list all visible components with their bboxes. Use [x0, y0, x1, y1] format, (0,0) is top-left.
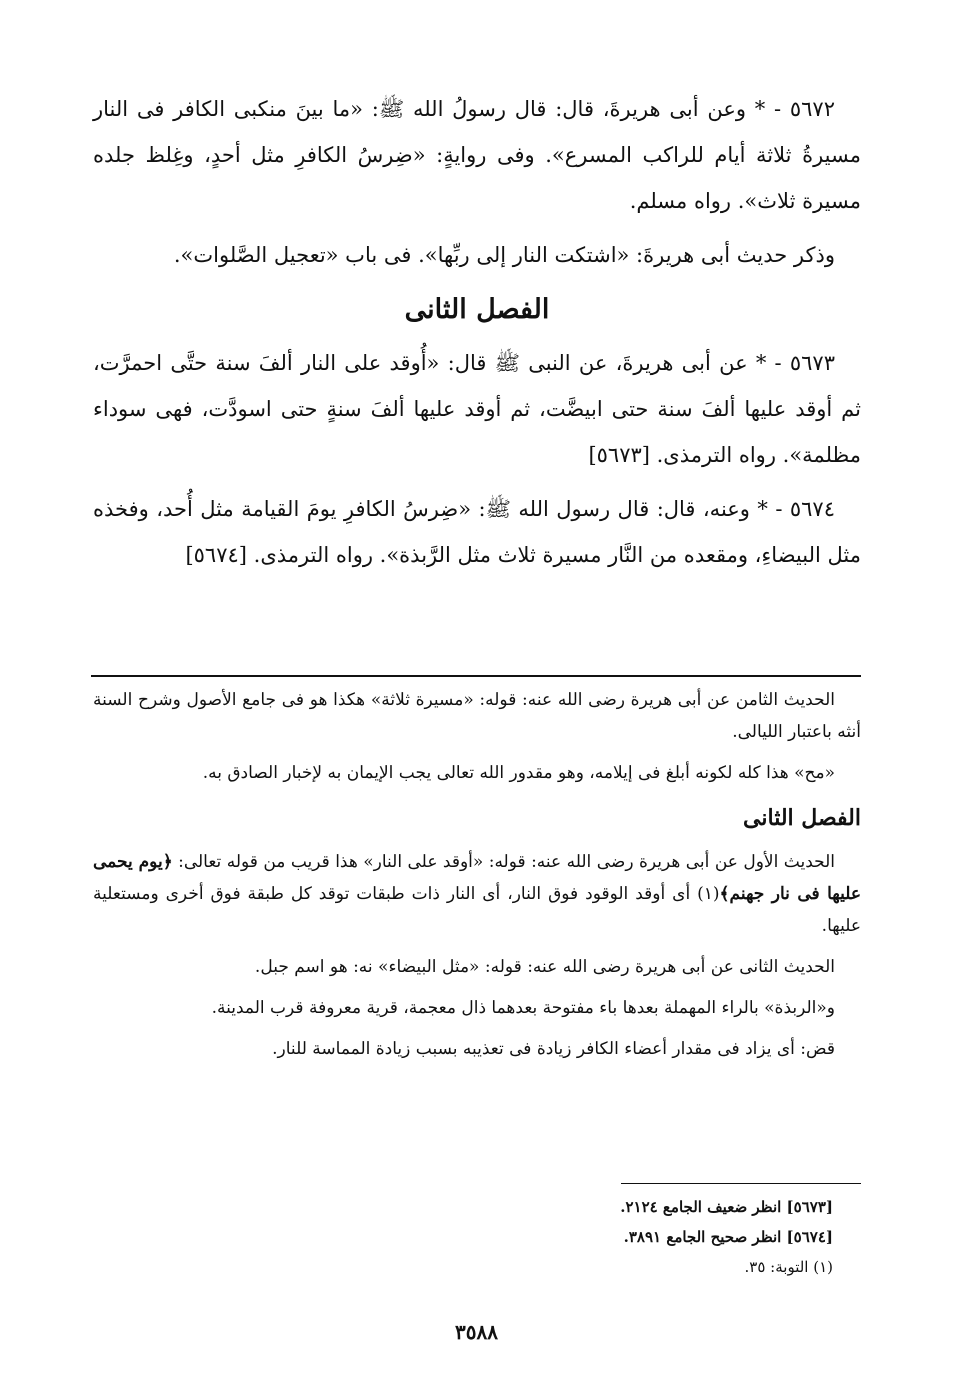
footnote-5674: [٥٦٧٤] انظر صحيح الجامع ٣٨٩١.: [623, 1228, 833, 1246]
hadith-5674: ٥٦٧٤ - * وعنه، قال: قال رسول الله ﷺ: «ضِرسُ الكافرِ يومَ القيامة مثل أُحد، وفخذه مثل البيضاءِ، ومقعده من النَّار مسيرة ثلاث مثل الرَّبذة». رواه الترمذى. [٥٦٧٤]: [93, 497, 861, 567]
commentary-para-3-start: الحديث الأول عن أبى هريرة رضى الله عنه: قوله: «أوقد على النار» هذا قريب من قوله تعالى:: [172, 852, 835, 872]
commentary-para-5: و«الربذة» بالراء المهملة بعدها باء مفتوحة بعدهما ذال معجمة، قرية معروفة قرب المدينة.: [211, 998, 835, 1018]
commentary-para-3-end: (١) أى أوقد الوقود فوق النار، أى النار ذات طبقات توقد كل طبقة فوق أخرى ومستعلية عليها.: [93, 884, 861, 936]
commentary-divider: [91, 675, 861, 677]
quran-quote: ﴿يوم يحمى عليها فى نار جهنم﴾: [93, 852, 862, 904]
footnote-5673: [٥٦٧٣] انظر ضعيف الجامع ٢١٢٤.: [620, 1198, 833, 1216]
commentary-para-6: قض: أى يزاد فى مقدار أعضاء الكافر زيادة فى تعذيبه بسبب زيادة المماسة للنار.: [272, 1039, 835, 1059]
footnotes: [233, 1192, 833, 1282]
commentary-para-4: الحديث الثانى عن أبى هريرة رضى الله عنه: قوله: «مثل البيضاء» نه: هو اسم جبل.: [254, 957, 835, 977]
commentary-para-2: «مح» هذا كله لكونه أبلغ فى إيلامه، وهو مقدور الله تعالى يجب الإيمان به لإخبار الصادق به.: [202, 763, 835, 783]
main-text: [93, 86, 861, 586]
commentary-block: [93, 684, 861, 1074]
chapter-title: الفصل الثانى: [404, 294, 550, 325]
hadith-5672: ٥٦٧٢ - * وعن أبى هريرةَ، قال: قال رسولُ الله ﷺ: «ما بينَ منكبى الكافر فى النار مسيرةُ ثلاثة أيام للراكب المسرع». وفى روايةٍ: «ضِرسُ الكافرِ مثل أحدٍ، وغِلظ جلده مسيرة ثلاث». رواه مسلم.: [93, 97, 861, 213]
page-number: ٣٥٨٨: [455, 1320, 498, 1344]
commentary-para-1: الحديث الثامن عن أبى هريرة رضى الله عنه: قوله: «مسيرة ثلاثة» هكذا هو فى جامع الأصول وشرح السنة أنثه باعتبار الليالى.: [93, 690, 861, 742]
cross-reference-line: وذكر حديث أبى هريرةَ: «اشتكت النار إلى ربِّها». فى باب «تعجيل الصَّلوات».: [173, 243, 835, 267]
hadith-5673: ٥٦٧٣ - * عن أبى هريرةَ، عن النبى ﷺ قال: «أُوقد على النار ألفَ سنة حتَّى احمرَّت، ثم أوقد عليها ألفَ سنة حتى ابيضَّت، ثم أوقد عليها ألفَ سنةٍ حتى اسودَّت، فهى سوداء مظلمة». رواه الترمذى. [٥٦٧٣]: [93, 351, 861, 467]
commentary-section-title: الفصل الثانى: [743, 805, 861, 831]
commentary-para-3: [93, 846, 861, 942]
footnote-divider: [621, 1183, 861, 1184]
footnote-quran-ref: (١) التوبة: ٣٥.: [744, 1258, 833, 1276]
